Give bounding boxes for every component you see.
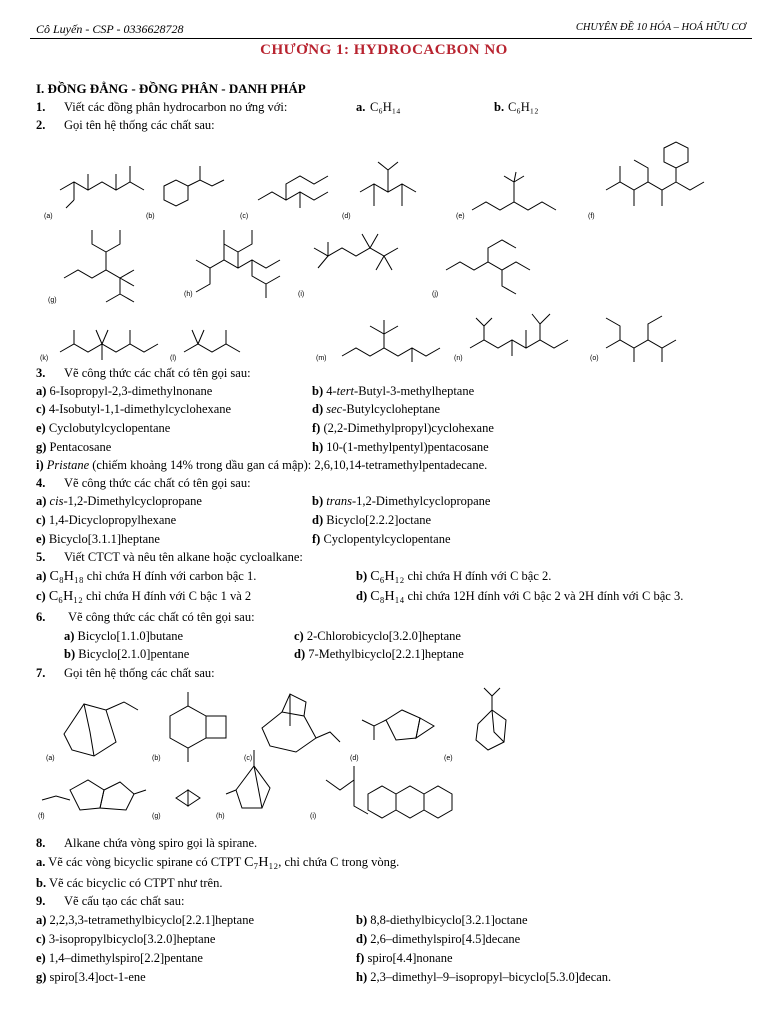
q2-label-m: (m): [316, 355, 327, 362]
q2-label-l: (l): [170, 355, 177, 362]
q6-a: a) Bicyclo[1.1.0]butane: [64, 629, 184, 643]
q4-a: a) cis-1,2-Dimethylcyclopropane: [36, 494, 202, 508]
q2-structures: [0, 130, 768, 365]
q3-b: b) 4-tert-Butyl-3-methylheptane: [312, 384, 475, 398]
q3-f: f) (2,2-Dimethylpropyl)cyclohexane: [312, 421, 494, 435]
q9-d: d) 2,6–dimethylspiro[4.5]decane: [356, 932, 521, 946]
q3-d: d) sec-Butylcycloheptane: [312, 402, 441, 416]
q4-e: e) Bicyclo[3.1.1]heptane: [36, 532, 160, 546]
section-title: I. ĐỒNG ĐẲNG - ĐỒNG PHÂN - DANH PHÁP: [36, 81, 306, 96]
q5-c: c) C₆H₁₂ chỉ chứa H đính với C bậc 1 và 2: [36, 589, 252, 604]
q1-text: Viết các đồng phân hydrocarbon no ứng với:: [64, 100, 288, 114]
q6-c: c) 2-Chlorobicyclo[3.2.0]heptane: [294, 629, 461, 643]
header-left: Cô Luyến - CSP - 0336628728: [36, 22, 184, 36]
q4-d: d) Bicyclo[2.2.2]octane: [312, 513, 432, 527]
chapter-title: CHƯƠNG 1: HYDROCACBON NO: [260, 42, 508, 58]
q9-a: a) 2,2,3,3-tetramethylbicyclo[2.2.1]heptane: [36, 913, 254, 927]
q7-label-b: (b): [152, 755, 161, 762]
q4-text: Vẽ công thức các chất có tên gọi sau:: [64, 476, 251, 490]
q7-label-d: (d): [350, 755, 359, 762]
q9-g: g) spiro[3.4]oct-1-ene: [36, 970, 146, 984]
q7-label-h: (h): [216, 813, 225, 820]
q2-label-c: (c): [240, 213, 249, 220]
q2-label-f: (f): [588, 213, 595, 220]
q9-e: e) 1,4–dimethylspiro[2.2]pentane: [36, 951, 203, 965]
q5-number: 5.: [36, 550, 46, 564]
q3-g: g) Pentacosane: [36, 440, 112, 454]
q5-b: b) C₆H₁₂ chỉ chứa H đính với C bậc 2.: [356, 569, 552, 584]
q8-a: a. Vẽ các vòng bicyclic spirane có CTPT C₇H₁₂, chỉ chứa C trong vòng.: [36, 855, 400, 870]
q4-number: 4.: [36, 476, 46, 490]
q7-number: 7.: [36, 666, 46, 680]
q3-number: 3.: [36, 366, 46, 380]
q7-label-i: (i): [310, 813, 317, 820]
q3-i: i) Pristane (chiếm khoảng 14% trong dầu gan cá mập): 2,6,10,14-tetramethylpentadecane.: [36, 458, 488, 472]
q9-c: c) 3-isopropylbicyclo[3.2.0]heptane: [36, 932, 216, 946]
q1-number: 1.: [36, 100, 46, 114]
q7-label-a: (a): [46, 755, 55, 762]
q7-label-e: (e): [444, 755, 453, 762]
q6-number: 6.: [36, 610, 46, 624]
q9-text: Vẽ cấu tạo các chất sau:: [64, 894, 185, 908]
q9-number: 9.: [36, 894, 46, 908]
q4-c: c) 1,4-Dicyclopropylhexane: [36, 513, 177, 527]
q2-label-e: (e): [456, 213, 465, 220]
q2-label-b: (b): [146, 213, 155, 220]
q2-number: 2.: [36, 118, 46, 132]
q8-b: b. Vẽ các bicyclic có CTPT như trên.: [36, 876, 223, 890]
q6-text: Vẽ công thức các chất có tên gọi sau:: [68, 610, 255, 624]
q5-d: d) C₈H₁₄ chỉ chứa 12H đính với C bậc 2 và 2H đính với C bậc 3.: [356, 589, 684, 604]
q7-label-g: (g): [152, 813, 161, 820]
q5-text: Viết CTCT và nêu tên alkane hoặc cycloalkane:: [64, 550, 303, 564]
q2-label-j: (j): [432, 291, 439, 298]
q7-structures: [0, 680, 768, 830]
q2-label-h: (h): [184, 291, 193, 298]
q7-text: Gọi tên hệ thống các chất sau:: [64, 666, 215, 680]
q2-label-g: (g): [48, 297, 57, 304]
q3-e: e) Cyclobutylcyclopentane: [36, 421, 171, 435]
q2-label-i: (i): [298, 291, 305, 298]
q7-label-c: (c): [244, 755, 253, 762]
q6-b: b) Bicyclo[2.1.0]pentane: [64, 647, 190, 661]
header-right: CHUYÊN ĐỀ 10 HÓA – HOÁ HỮU CƠ: [575, 22, 746, 33]
q6-d: d) 7-Methylbicyclo[2.2.1]heptane: [294, 647, 464, 661]
q3-c: c) 4-Isobutyl-1,1-dimethylcyclohexane: [36, 402, 232, 416]
q3-text: Vẽ công thức các chất có tên gọi sau:: [64, 366, 251, 380]
q1-b-label: b.: [494, 100, 505, 114]
q3-h: h) 10-(1-methylpentyl)pentacosane: [312, 440, 489, 454]
q2-label-a: (a): [44, 213, 53, 220]
q8-text: Alkane chứa vòng spiro gọi là spirane.: [64, 836, 258, 850]
q4-b: b) trans-1,2-Dimethylcyclopropane: [312, 494, 491, 508]
q2-label-d: (d): [342, 213, 351, 220]
q8-number: 8.: [36, 836, 46, 850]
q1-a-label: a.: [356, 100, 366, 114]
header-divider: [30, 38, 752, 39]
q9-h: h) 2,3–dimethyl–9–isopropyl–bicyclo[5.3.0]đecan.: [356, 970, 612, 984]
q5-a: a) C₈H₁₈ chỉ chứa H đính với carbon bậc 1.: [36, 569, 257, 584]
q1-b-formula: C₆H₁₂: [508, 100, 539, 114]
q4-f: f) Cyclopentylcyclopentane: [312, 532, 451, 546]
q7-label-f: (f): [38, 813, 45, 820]
q2-text: Gọi tên hệ thống các chất sau:: [64, 118, 215, 132]
q3-a: a) 6-Isopropyl-2,3-dimethylnonane: [36, 384, 213, 398]
q2-label-k: (k): [40, 355, 49, 362]
q9-f: f) spiro[4.4]nonane: [356, 951, 453, 965]
q2-label-o: (o): [590, 355, 599, 362]
q2-label-n: (n): [454, 355, 463, 362]
q9-b: b) 8,8-diethylbicyclo[3.2.1]octane: [356, 913, 528, 927]
q1-a-formula: C₆H₁₄: [370, 100, 401, 114]
